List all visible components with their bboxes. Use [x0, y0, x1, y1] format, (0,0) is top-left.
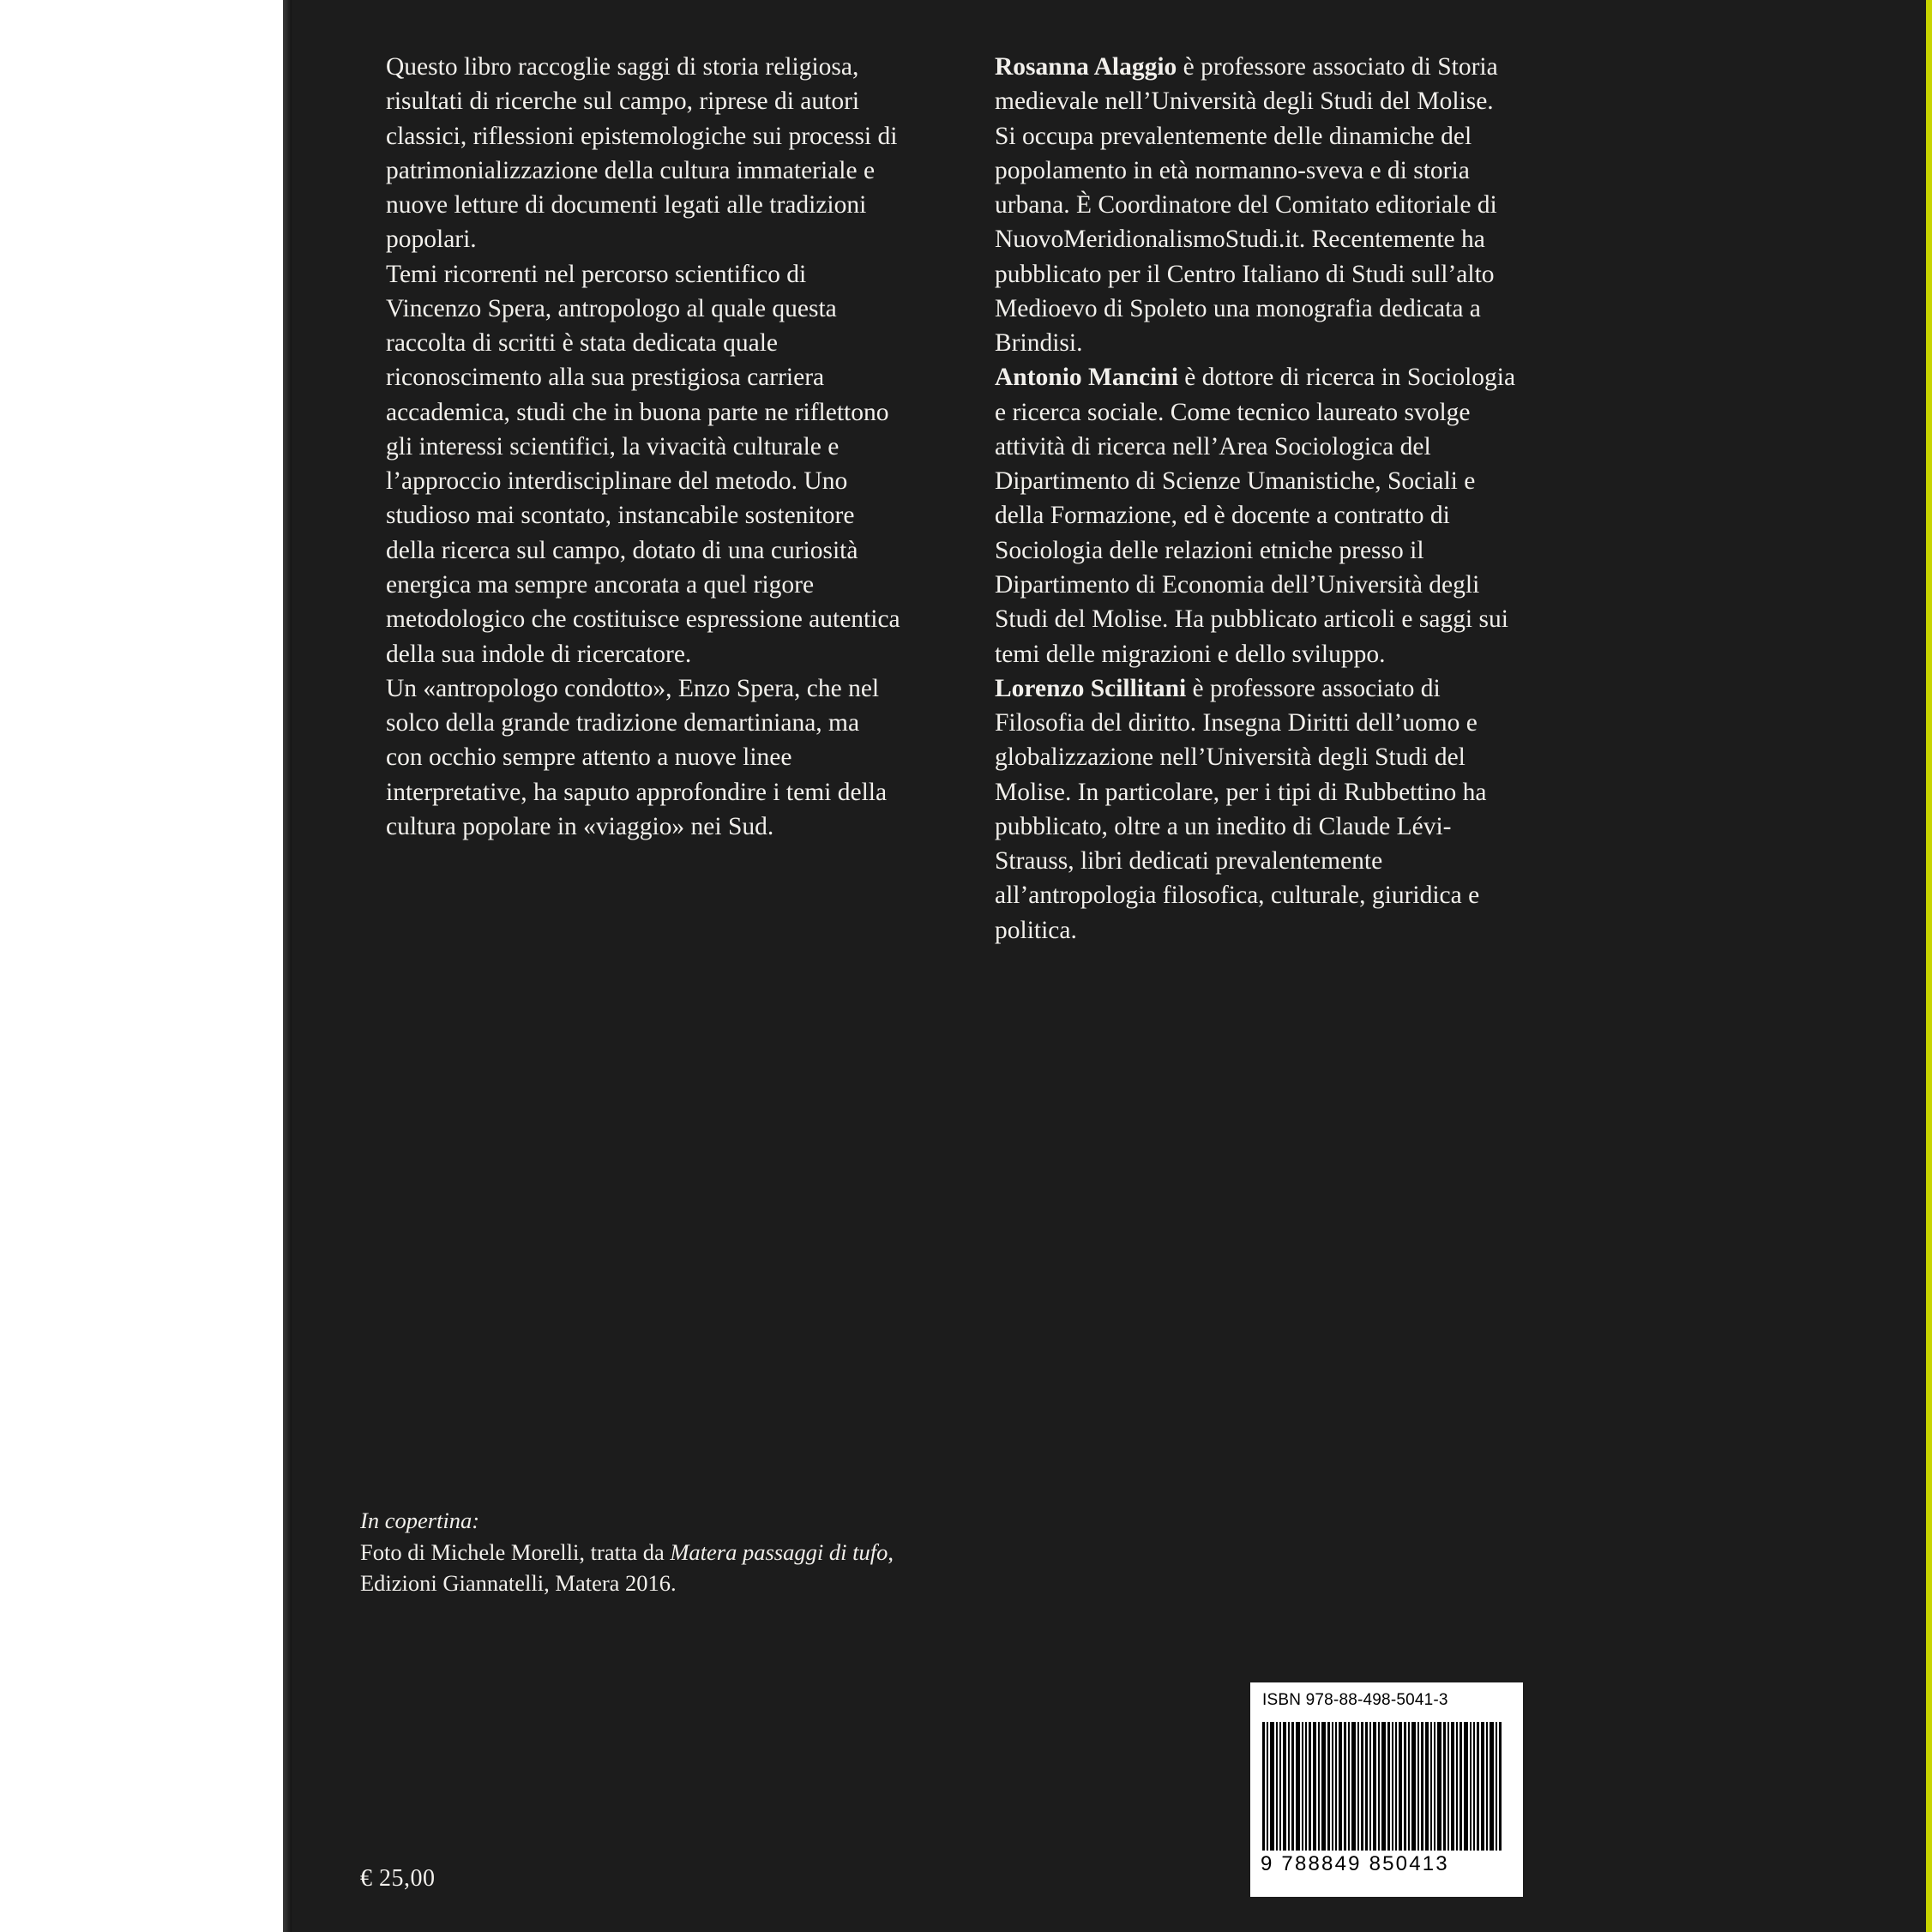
cover-credit-title: Matera passaggi di tufo [670, 1538, 888, 1565]
author-bio-1 [995, 50, 1518, 360]
blurb-paragraph-3: Un «antropologo condotto», Enzo Spera, che nel solco della grande tradizione demartiniana, ma con occhio sempre attento a nuove linee interpretative, ha saputo approfondire i temi della cultura popolare in «viaggio» nei Sud. [386, 674, 888, 840]
author-bio-2 [995, 360, 1518, 671]
author-text-1: è professore associato di Storia medievale nell’Università degli Studi del Molise. Si occupa prevalentemente delle dinamiche del popolamento in età normanno-sveva e di storia urbana. È Coordinatore del Comitato editoriale di NuovoMeridionalismoStudi.it. Recentemente ha pubblicato per il Centro Italiano di Studi sull’alto Medioevo di Spoleto una monografia dedicata a Brindisi. [995, 53, 1498, 358]
cover-credit-publisher: Edizioni Giannatelli, Matera 2016. [360, 1570, 677, 1597]
ean-digits: 9 788849 850413 [1261, 1852, 1449, 1875]
cover-credit-after: , [888, 1538, 894, 1565]
author-bios-column [995, 50, 1518, 948]
barcode-bars [1262, 1722, 1511, 1851]
isbn-text: ISBN 978-88-498-5041-3 [1262, 1691, 1448, 1709]
author-name-1: Rosanna Alaggio [995, 53, 1177, 81]
cover-panel [283, 0, 1926, 1932]
cover-credit-line [360, 1537, 1012, 1568]
cover-credit-before: Foto di Michele Morelli, tratta da [360, 1538, 671, 1565]
blurb-column [386, 50, 900, 844]
cover-credit-label: In copertina: [360, 1508, 480, 1533]
price-label: € 25,00 [360, 1865, 436, 1892]
cover-credit-block [360, 1505, 1012, 1599]
author-text-2: è dottore di ricerca in Sociologia e ricerca sociale. Come tecnico laureato svolge attività di ricerca nell’Area Sociologica del Dipartimento di Scienze Umanistiche, Sociali e della Formazione, ed è docente a contratto di Sociologia delle relazioni etniche presso il Dipartimento di Economia dell’Università degli Studi del Molise. Ha pubblicato articoli e saggi sui temi delle migrazioni e dello sviluppo. [995, 364, 1516, 668]
author-name-2: Antonio Mancini [995, 364, 1178, 392]
blurb-paragraph-2: Temi ricorrenti nel percorso scientifico di Vincenzo Spera, antropologo al quale questa raccolta di scritti è stata dedicata quale riconoscimento alla sua prestigiosa carriera accademica, studi che in buona parte ne riflettono gli interessi scientifici, la vivacità culturale e l’approccio interdisciplinare del metodo. Uno studioso mai scontato, instancabile sostenitore della ricerca sul campo, dotato di una curiosità energica ma sempre ancorata a quel rigore metodologico che costituisce espressione autentica della sua indole di ricercatore. [386, 260, 900, 668]
author-text-3: è professore associato di Filosofia del diritto. Insegna Diritti dell’uomo e globalizzazione nell’Università degli Studi del Molise. In particolare, per i tipi di Rubbettino ha pubblicato, oltre a un inedito di Claude Lévi-Strauss, libri dedicati prevalentemente all’antropologia filosofica, culturale, giuridica e politica. [995, 674, 1487, 944]
author-bio-3 [995, 671, 1518, 948]
blurb-paragraph-1: Questo libro raccoglie saggi di storia religiosa, risultati di ricerche sul campo, riprese di autori classici, riflessioni epistemologiche sui processi di patrimonializzazione della cultura immateriale e nuove letture di documenti legati alle tradizioni popolari. [386, 53, 898, 254]
author-name-3: Lorenzo Scillitani [995, 674, 1187, 702]
barcode-block [1250, 1682, 1523, 1897]
